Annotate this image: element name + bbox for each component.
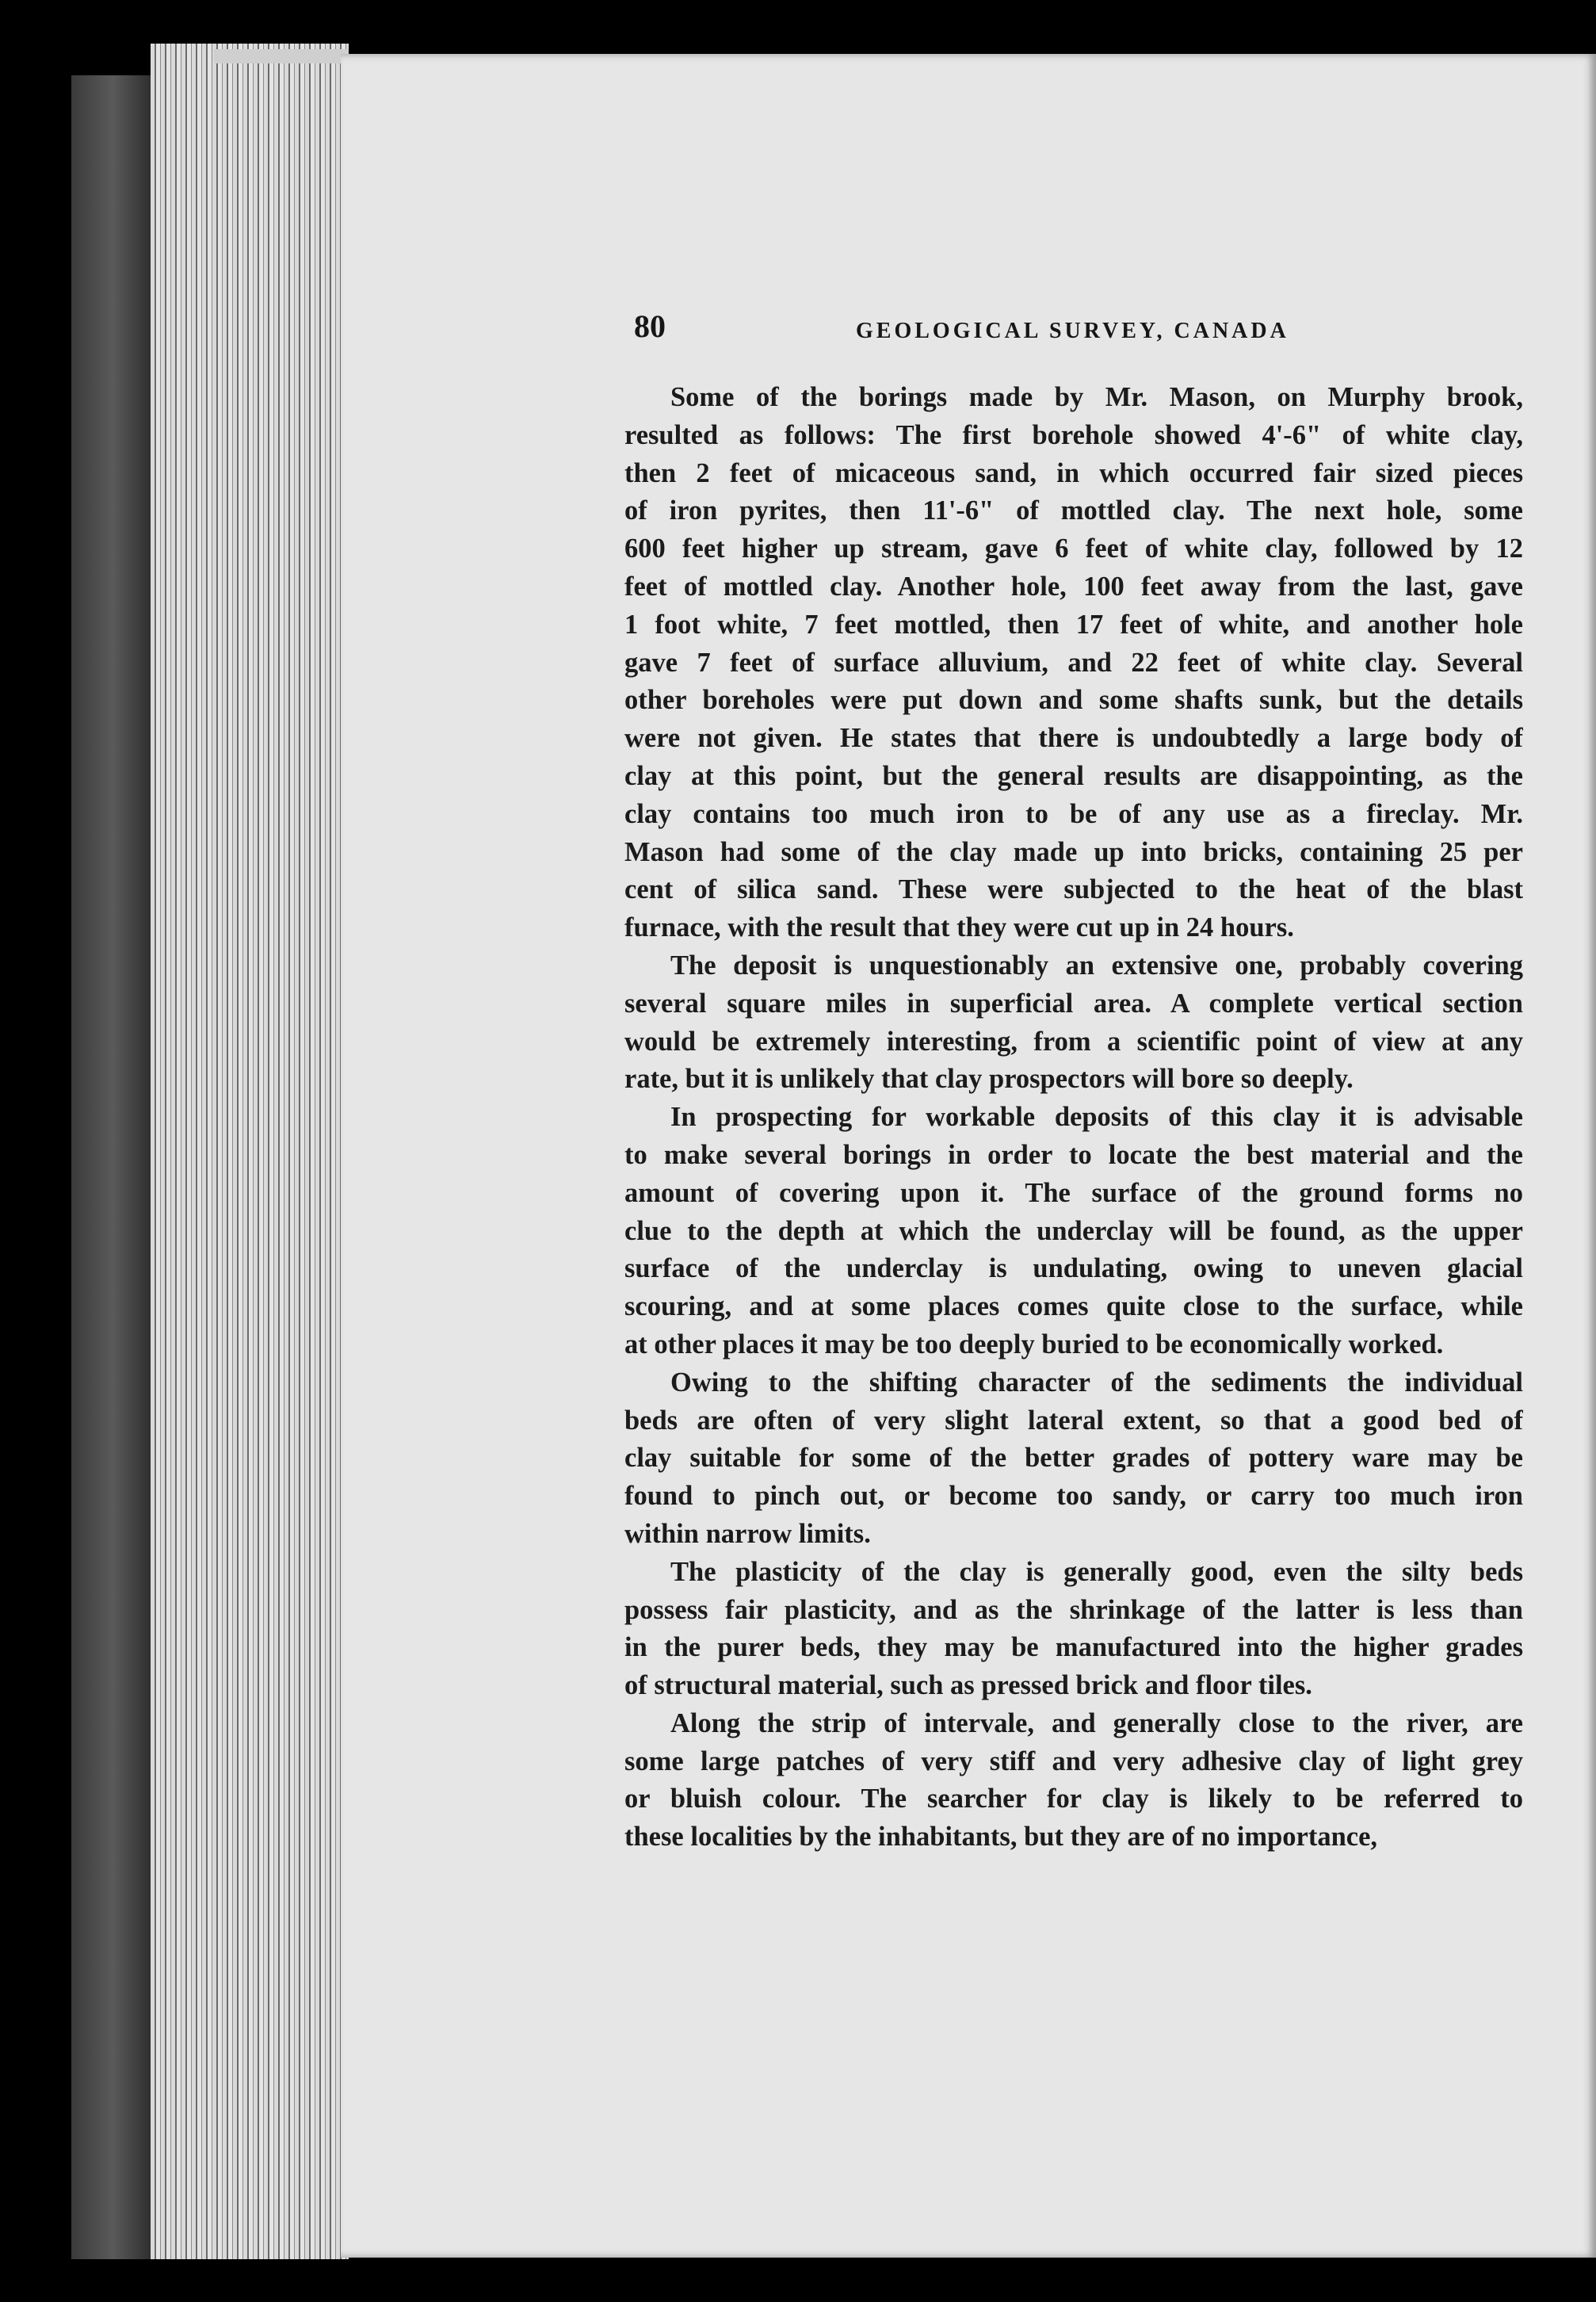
page-number: 80	[634, 308, 666, 344]
text-line: clay suitable for some of the better grades of pottery ware may be	[624, 1443, 1523, 1474]
text-line: were not given. He states that there is undoubtedly a large body of	[624, 723, 1523, 754]
text-line: of iron pyrites, then 11'-6" of mottled clay. The next hole, some	[624, 495, 1523, 526]
text-line: to make several borings in order to locate the best material and the	[624, 1139, 1523, 1170]
text-line: surface of the underclay is undulating, owing to uneven glacial	[624, 1253, 1523, 1284]
text-line: rate, but it is unlikely that clay prospectors will bore so deeply.	[624, 1064, 1354, 1095]
text-line: resulted as follows: The first borehole showed 4'-6" of white clay,	[624, 419, 1523, 450]
body-text	[624, 379, 1523, 1857]
text-line: or bluish colour. The searcher for clay is likely to be referred to	[624, 1784, 1523, 1814]
text-line: In prospecting for workable deposits of this clay it is advisable	[670, 1102, 1523, 1133]
scan-bottom-border	[0, 2259, 1596, 2302]
paragraph	[624, 947, 1523, 1099]
text-line: clay at this point, but the general results are disappointing, as the	[624, 760, 1523, 791]
text-line: at other places it may be too deeply buried to be economically worked.	[624, 1329, 1444, 1359]
text-line: within narrow limits.	[624, 1518, 871, 1549]
text-line: these localities by the inhabitants, but they are of no importance,	[624, 1822, 1378, 1853]
text-line: found to pinch out, or become too sandy, or carry too much iron	[624, 1481, 1523, 1512]
stacked-page-edges	[151, 44, 349, 2263]
text-line: furnace, with the result that they were cut up in 24 hours.	[624, 912, 1294, 943]
running-head: GEOLOGICAL SURVEY, CANADA	[856, 319, 1289, 343]
paragraph	[624, 1554, 1523, 1705]
text-line: The plasticity of the clay is generally good, even the silty beds	[670, 1556, 1523, 1587]
text-line: possess fair plasticity, and as the shrinkage of the latter is less than	[624, 1594, 1523, 1625]
text-line: clue to the depth at which the underclay will be found, as the upper	[624, 1215, 1523, 1246]
text-line: Some of the borings made by Mr. Mason, on Murphy brook,	[670, 382, 1523, 412]
text-line: feet of mottled clay. Another hole, 100 feet away from the last, gave	[624, 571, 1523, 602]
text-line: several square miles in superficial area. A complete vertical section	[624, 988, 1523, 1019]
text-line: clay contains too much iron to be of any use as a fireclay. Mr.	[624, 798, 1523, 829]
text-line: Along the strip of intervale, and generally close to the river, are	[670, 1707, 1523, 1738]
paragraph	[624, 1364, 1523, 1554]
text-line: 1 foot white, 7 feet mottled, then 17 feet of white, and another hole	[624, 609, 1523, 640]
paragraph	[624, 1099, 1523, 1364]
text-line: other boreholes were put down and some shafts sunk, but the details	[624, 685, 1523, 716]
paragraph	[624, 1705, 1523, 1857]
text-line: Mason had some of the clay made up into bricks, containing 25 per	[624, 836, 1523, 867]
text-line: cent of silica sand. These were subjected to the heat of the blast	[624, 874, 1523, 905]
text-line: The deposit is unquestionably an extensive one, probably covering	[670, 950, 1523, 981]
text-line: amount of covering upon it. The surface of the ground forms no	[624, 1177, 1523, 1208]
text-line: gave 7 feet of surface alluvium, and 22 feet of white clay. Several	[624, 647, 1523, 678]
text-line: 600 feet higher up stream, gave 6 feet of white clay, followed by 12	[624, 533, 1523, 564]
page-edges-top	[214, 49, 349, 63]
paragraph	[624, 379, 1523, 947]
text-line: Owing to the shifting character of the sediments the individual	[670, 1367, 1523, 1398]
text-line: of structural material, such as pressed brick and floor tiles.	[624, 1670, 1312, 1701]
page-header	[634, 308, 1529, 355]
text-line: would be extremely interesting, from a scientific point of view at any	[624, 1026, 1523, 1057]
text-line: then 2 feet of micaceous sand, in which occurred fair sized pieces	[624, 457, 1523, 488]
text-line: scouring, and at some places comes quite close to the surface, while	[624, 1291, 1523, 1322]
text-line: some large patches of very stiff and very adhesive clay of light grey	[624, 1746, 1523, 1776]
text-line: beds are often of very slight lateral extent, so that a good bed of	[624, 1405, 1523, 1436]
text-line: in the purer beds, they may be manufactured into the higher grades	[624, 1632, 1523, 1663]
